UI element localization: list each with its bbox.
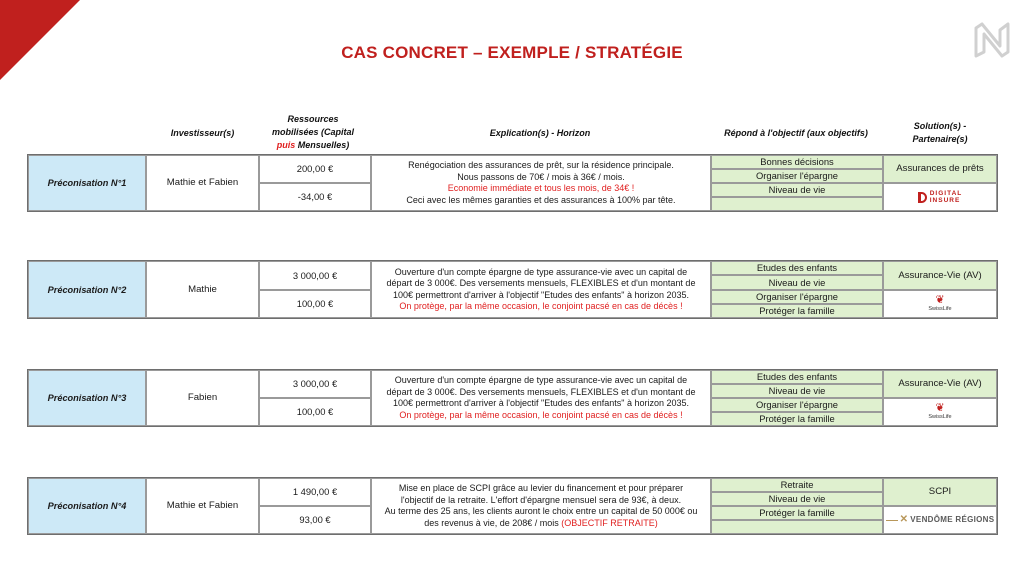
explanation-highlight: On protège, par la même occasion, le conjoint pacsé en cas de décès ! bbox=[399, 301, 683, 311]
solution-cell: Assurance-Vie (AV) bbox=[883, 261, 997, 290]
preconisation-block-1 bbox=[27, 154, 998, 212]
digital-insure-mark-icon bbox=[918, 192, 927, 203]
swisslife-wordmark: SwissLife bbox=[928, 414, 952, 420]
monthly-amount: 93,00 € bbox=[259, 506, 371, 534]
capital-amount: 1 490,00 € bbox=[259, 478, 371, 506]
vendome-regions-logo-icon bbox=[886, 514, 995, 526]
explanation-cell bbox=[371, 370, 711, 426]
objective-item: Retraite bbox=[711, 478, 883, 492]
header-ressources-mensuelles: Mensuelles) bbox=[297, 140, 350, 150]
solution-cell: SCPI bbox=[883, 478, 997, 506]
explanation-line: départ de 3 000€. Des versements mensuels, FLEXIBLES et d'un montant de bbox=[386, 386, 696, 397]
preconisation-label: Préconisation N°4 bbox=[28, 478, 146, 534]
objective-item: Protéger la famille bbox=[711, 506, 883, 520]
objective-item bbox=[711, 520, 883, 534]
header-ressources-puis: puis bbox=[276, 140, 296, 150]
capital-amount: 3 000,00 € bbox=[259, 370, 371, 398]
page-title: CAS CONCRET – EXEMPLE / STRATÉGIE bbox=[341, 43, 683, 62]
explanation-line: Nous passons de 70€ / mois à 36€ / mois. bbox=[457, 171, 625, 182]
explanation-line: Renégociation des assurances de prêt, sur la résidence principale. bbox=[408, 160, 674, 170]
explanation-highlight: On protège, par la même occasion, le conjoint pacsé en cas de décès ! bbox=[399, 409, 683, 420]
explanation-line: Ouverture d'un compte épargne de type assurance-vie avec un capital de bbox=[394, 375, 688, 385]
explanation-cell bbox=[371, 261, 711, 318]
vendome-regions-wordmark: VENDÔME RÉGIONS bbox=[910, 515, 995, 524]
explanation-line: 100€ permettront d'arriver à l'objectif "Etudes des enfants" à horizon 2035. bbox=[393, 398, 689, 408]
explanation-line: Mise en place de SCPI grâce au levier du financement et pour préparer bbox=[398, 483, 684, 493]
objective-item: Protéger la famille bbox=[711, 304, 883, 318]
explanation-line: Ceci avec les mêmes garanties et des assurances à 100% par tête. bbox=[406, 194, 676, 205]
swisslife-wordmark: SwissLife bbox=[928, 306, 952, 312]
explanation-line: Ouverture d'un compte épargne de type assurance-vie avec un capital de bbox=[394, 266, 688, 277]
vendome-regions-mark-icon: ✕ bbox=[899, 514, 909, 525]
explanation-highlight: Economie immédiate et tous les mois, de 34€ ! bbox=[447, 183, 635, 193]
solution-cell: Assurance-Vie (AV) bbox=[883, 370, 997, 398]
corner-accent bbox=[0, 0, 80, 80]
preconisation-block-4 bbox=[27, 477, 998, 535]
header-ressources-line1: Ressources bbox=[287, 114, 339, 124]
swisslife-mark-icon: ❦ bbox=[935, 402, 945, 414]
investor-cell: Mathie et Fabien bbox=[146, 478, 259, 534]
digital-insure-text-line1: DIGITAL bbox=[929, 190, 963, 197]
investor-cell: Mathie et Fabien bbox=[146, 155, 259, 211]
monthly-amount: 100,00 € bbox=[259, 398, 371, 426]
preconisation-label: Préconisation N°2 bbox=[28, 261, 146, 318]
objective-item: Etudes des enfants bbox=[711, 370, 883, 384]
objective-item: Organiser l'épargne bbox=[711, 169, 883, 183]
explanation-cell bbox=[371, 478, 711, 534]
swisslife-logo-icon bbox=[928, 295, 951, 313]
objective-item bbox=[711, 197, 883, 211]
partner-logo-cell bbox=[883, 290, 997, 318]
swisslife-mark-icon: ❦ bbox=[935, 294, 945, 306]
explanation-text: des revenus à vie, de 208€ / mois bbox=[424, 517, 559, 528]
solution-cell: Assurances de prêts bbox=[883, 155, 997, 183]
preconisation-label: Préconisation N°1 bbox=[28, 155, 146, 211]
objective-item: Protéger la famille bbox=[711, 412, 883, 426]
swisslife-logo-icon bbox=[928, 403, 951, 421]
explanation-line bbox=[424, 518, 658, 530]
explanation-line: l'objectif de la retraite. L'effort d'épargne mensuel sera de 93€, à deux. bbox=[400, 494, 682, 505]
header-ressources-line3 bbox=[258, 139, 368, 152]
objective-item: Niveau de vie bbox=[711, 384, 883, 398]
preconisation-block-3 bbox=[27, 369, 998, 427]
digital-insure-logo-icon bbox=[918, 190, 963, 204]
objective-item: Organiser l'épargne bbox=[711, 398, 883, 412]
partner-logo-cell bbox=[883, 398, 997, 426]
capital-amount: 3 000,00 € bbox=[259, 261, 371, 290]
header-ressources-line2: mobilisées (Capital bbox=[271, 127, 355, 137]
investor-cell: Fabien bbox=[146, 370, 259, 426]
investor-cell: Mathie bbox=[146, 261, 259, 318]
explanation-cell bbox=[371, 155, 711, 211]
objective-item: Niveau de vie bbox=[711, 275, 883, 290]
objective-item: Bonnes décisions bbox=[711, 155, 883, 169]
preconisation-label: Préconisation N°3 bbox=[28, 370, 146, 426]
partner-logo-cell bbox=[883, 183, 997, 211]
digital-insure-wordmark bbox=[930, 190, 963, 204]
explanation-line: 100€ permettront d'arriver à l'objectif "Etudes des enfants" à horizon 2035. bbox=[393, 289, 689, 300]
objective-item: Niveau de vie bbox=[711, 183, 883, 197]
header-explication: Explication(s) - Horizon bbox=[489, 128, 591, 138]
monthly-amount: -34,00 € bbox=[259, 183, 371, 211]
objective-item: Etudes des enfants bbox=[711, 261, 883, 275]
vendome-regions-rule bbox=[886, 520, 898, 521]
header-solution-line1: Solution(s) - bbox=[913, 121, 967, 131]
partner-logo-cell bbox=[883, 506, 997, 534]
header-investisseur: Investisseur(s) bbox=[170, 128, 235, 138]
header-solution bbox=[882, 120, 998, 146]
preconisation-block-2 bbox=[27, 260, 998, 319]
header-ressources bbox=[258, 113, 368, 152]
explanation-line: Au terme des 25 ans, les clients auront le choix entre un capital de 50 000€ ou bbox=[384, 506, 698, 516]
capital-amount: 200,00 € bbox=[259, 155, 371, 183]
objective-item: Organiser l'épargne bbox=[711, 290, 883, 304]
explanation-highlight: (OBJECTIF RETRAITE) bbox=[561, 517, 658, 528]
explanation-line: départ de 3 000€. Des versements mensuels, FLEXIBLES et d'un montant de bbox=[386, 278, 696, 288]
header-objectif: Répond à l'objectif (aux objectifs) bbox=[724, 128, 868, 138]
objective-item: Niveau de vie bbox=[711, 492, 883, 506]
digital-insure-text-line2: INSURE bbox=[929, 197, 961, 204]
monthly-amount: 100,00 € bbox=[259, 290, 371, 318]
header-solution-line2: Partenaire(s) bbox=[912, 134, 968, 144]
